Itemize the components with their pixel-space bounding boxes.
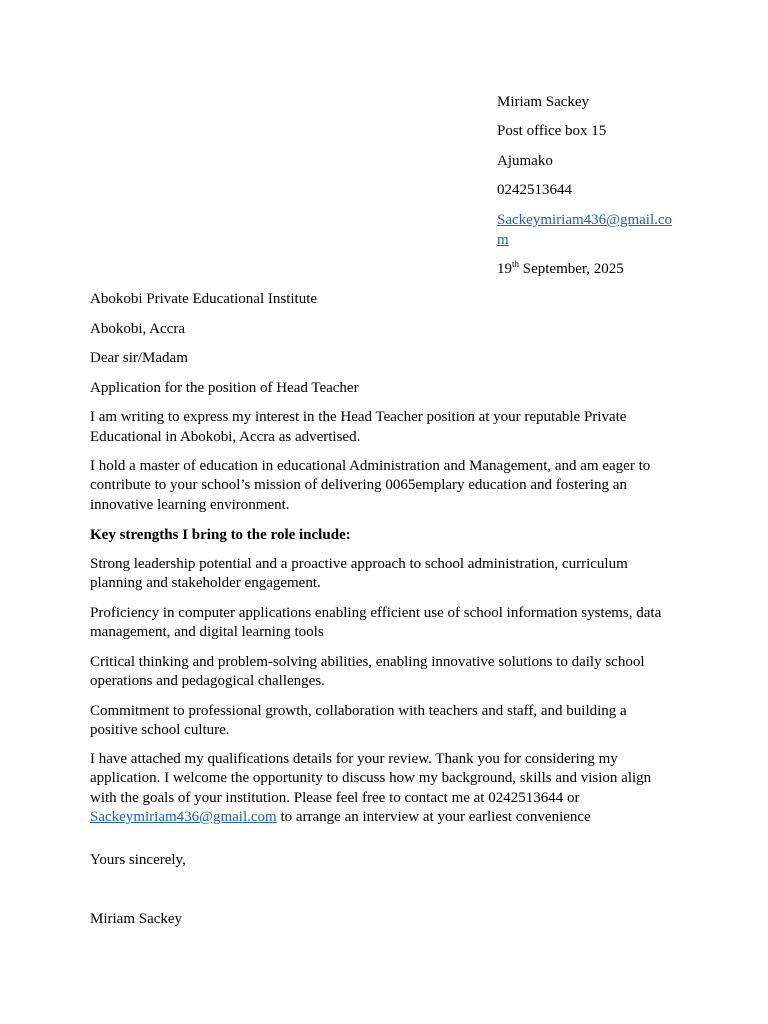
closing-paragraph-line-2: application. I welcome the opportunity to discuss how my background, skills and vision align [90,770,652,786]
paragraph-1-line-2: Educational in Abokobi, Accra as advertised. [90,429,361,445]
signoff: Yours sincerely, [90,852,186,868]
paragraph-1-line-1: I am writing to express my interest in the Head Teacher position at your reputable Private [90,409,627,425]
sender-email-link-part2[interactable]: m [497,232,509,248]
sender-phone: 0242513644 [497,182,572,198]
strength-2-line-2: management, and digital learning tools [90,624,324,640]
date-rest: September, 2025 [519,261,624,277]
strength-3-line-1: Critical thinking and problem-solving abilities, enabling innovative solutions to daily school [90,654,645,670]
sender-name: Miriam Sackey [497,94,590,110]
date-day: 19 [497,261,512,277]
strength-1-line-1: Strong leadership potential and a proactive approach to school administration, curriculum [90,556,628,572]
closing-paragraph-line-4 [90,808,680,828]
strength-2-line-1: Proficiency in computer applications enabling efficient use of school information systems, data [90,605,662,621]
signature-name: Miriam Sackey [90,911,183,927]
paragraph-2-line-3: innovative learning environment. [90,497,290,513]
sender-email-line2[interactable] [497,231,509,251]
paragraph-2-line-1: I hold a master of education in educational Administration and Management, and am eager to [90,458,651,474]
date-suffix: th [512,259,520,269]
sender-email-line1[interactable] [497,211,672,231]
salutation: Dear sir/Madam [90,350,188,366]
closing-paragraph-line-3: with the goals of your institution. Please feel free to contact me at 0242513644 or [90,790,580,806]
strength-1-line-2: planning and stakeholder engagement. [90,575,321,591]
subject-line: Application for the position of Head Teacher [90,380,359,396]
letter-date [497,260,624,280]
strengths-heading: Key strengths I bring to the role include: [90,527,351,543]
sender-address-line2: Ajumako [497,153,553,169]
paragraph-2-line-2: contribute to your school’s mission of delivering 0065emplary education and fostering an [90,477,627,493]
sender-email-link-part1[interactable]: Sackeymiriam436@gmail.co [497,212,673,228]
recipient-location: Abokobi, Accra [90,321,185,337]
closing-email-link[interactable]: Sackeymiriam436@gmail.com [90,809,277,825]
closing-paragraph-line-4-rest: to arrange an interview at your earliest convenience [276,809,591,825]
strength-4-line-1: Commitment to professional growth, collaboration with teachers and staff, and building a [90,703,627,719]
strength-4-line-2: positive school culture. [90,722,230,738]
recipient-institution: Abokobi Private Educational Institute [90,291,318,307]
sender-address-line1: Post office box 15 [497,123,607,139]
closing-paragraph-line-1: I have attached my qualifications details for your review. Thank you for considering my [90,751,618,767]
strength-3-line-2: operations and pedagogical challenges. [90,673,325,689]
